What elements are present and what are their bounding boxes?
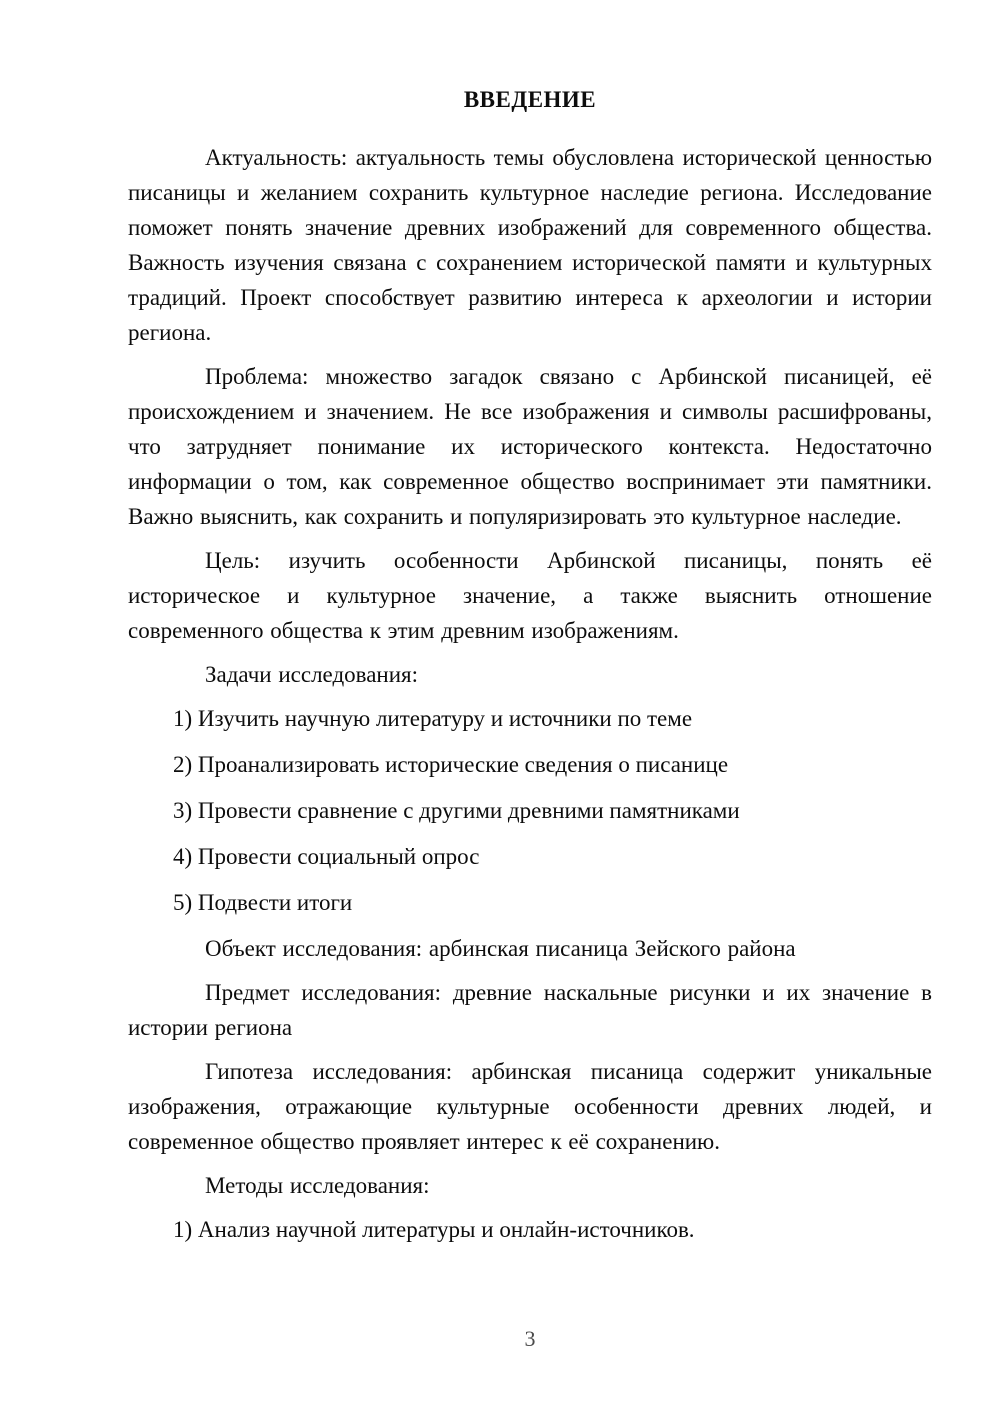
paragraph-predmet: Предмет исследования: древние наскальные рисунки и их значение в истории региона <box>128 980 932 1040</box>
task-list-item-4: 4) Провести социальный опрос <box>173 844 480 869</box>
method-list-item-1: 1) Анализ научной литературы и онлайн-источников. <box>173 1217 695 1242</box>
paragraph-obyekt: Объект исследования: арбинская писаница Зейского района <box>205 936 796 961</box>
task-list-item-1: 1) Изучить научную литературу и источники по теме <box>173 706 693 731</box>
task-list-item-2: 2) Проанализировать исторические сведения о писанице <box>173 752 729 777</box>
document-title: ВВЕДЕНИЕ <box>463 87 597 112</box>
paragraph-tsel: Цель: изучить особенности Арбинской писаницы, понять её историческое и культурное значение, а также выяснить отношение современного общества к этим древним изображениям. <box>128 548 932 643</box>
paragraph-problema: Проблема: множество загадок связано с Арбинской писаницей, её происхождением и значением. Не все изображения и символы расшифрованы, что затрудняет понимание их исторического контекста. Недостаточно информации о том, как современное общество воспринимает эти памятники. Важно выяснить, как сохранить и популяризировать это культурное наследие. <box>128 364 932 529</box>
task-list-item-3: 3) Провести сравнение с другими древними памятниками <box>173 798 740 823</box>
page-number: 3 <box>524 1326 536 1351</box>
paragraph-gipoteza: Гипотеза исследования: арбинская писаница содержит уникальные изображения, отражающие культурные особенности древних людей, и современное общество проявляет интерес к её сохранению. <box>128 1059 932 1154</box>
paragraph-metody-heading: Методы исследования: <box>205 1173 430 1198</box>
paragraph-zadachi-heading: Задачи исследования: <box>205 662 419 687</box>
paragraph-aktualnost: Актуальность: актуальность темы обусловлена исторической ценностью писаницы и желанием сохранить культурное наследие региона. Исследование поможет понять значение древних изображений для современного общества. Важность изучения связана с сохранением исторической памяти и культурных традиций. Проект способствует развитию интереса к археологии и истории региона. <box>128 145 932 345</box>
task-list-item-5: 5) Подвести итоги <box>173 890 353 915</box>
